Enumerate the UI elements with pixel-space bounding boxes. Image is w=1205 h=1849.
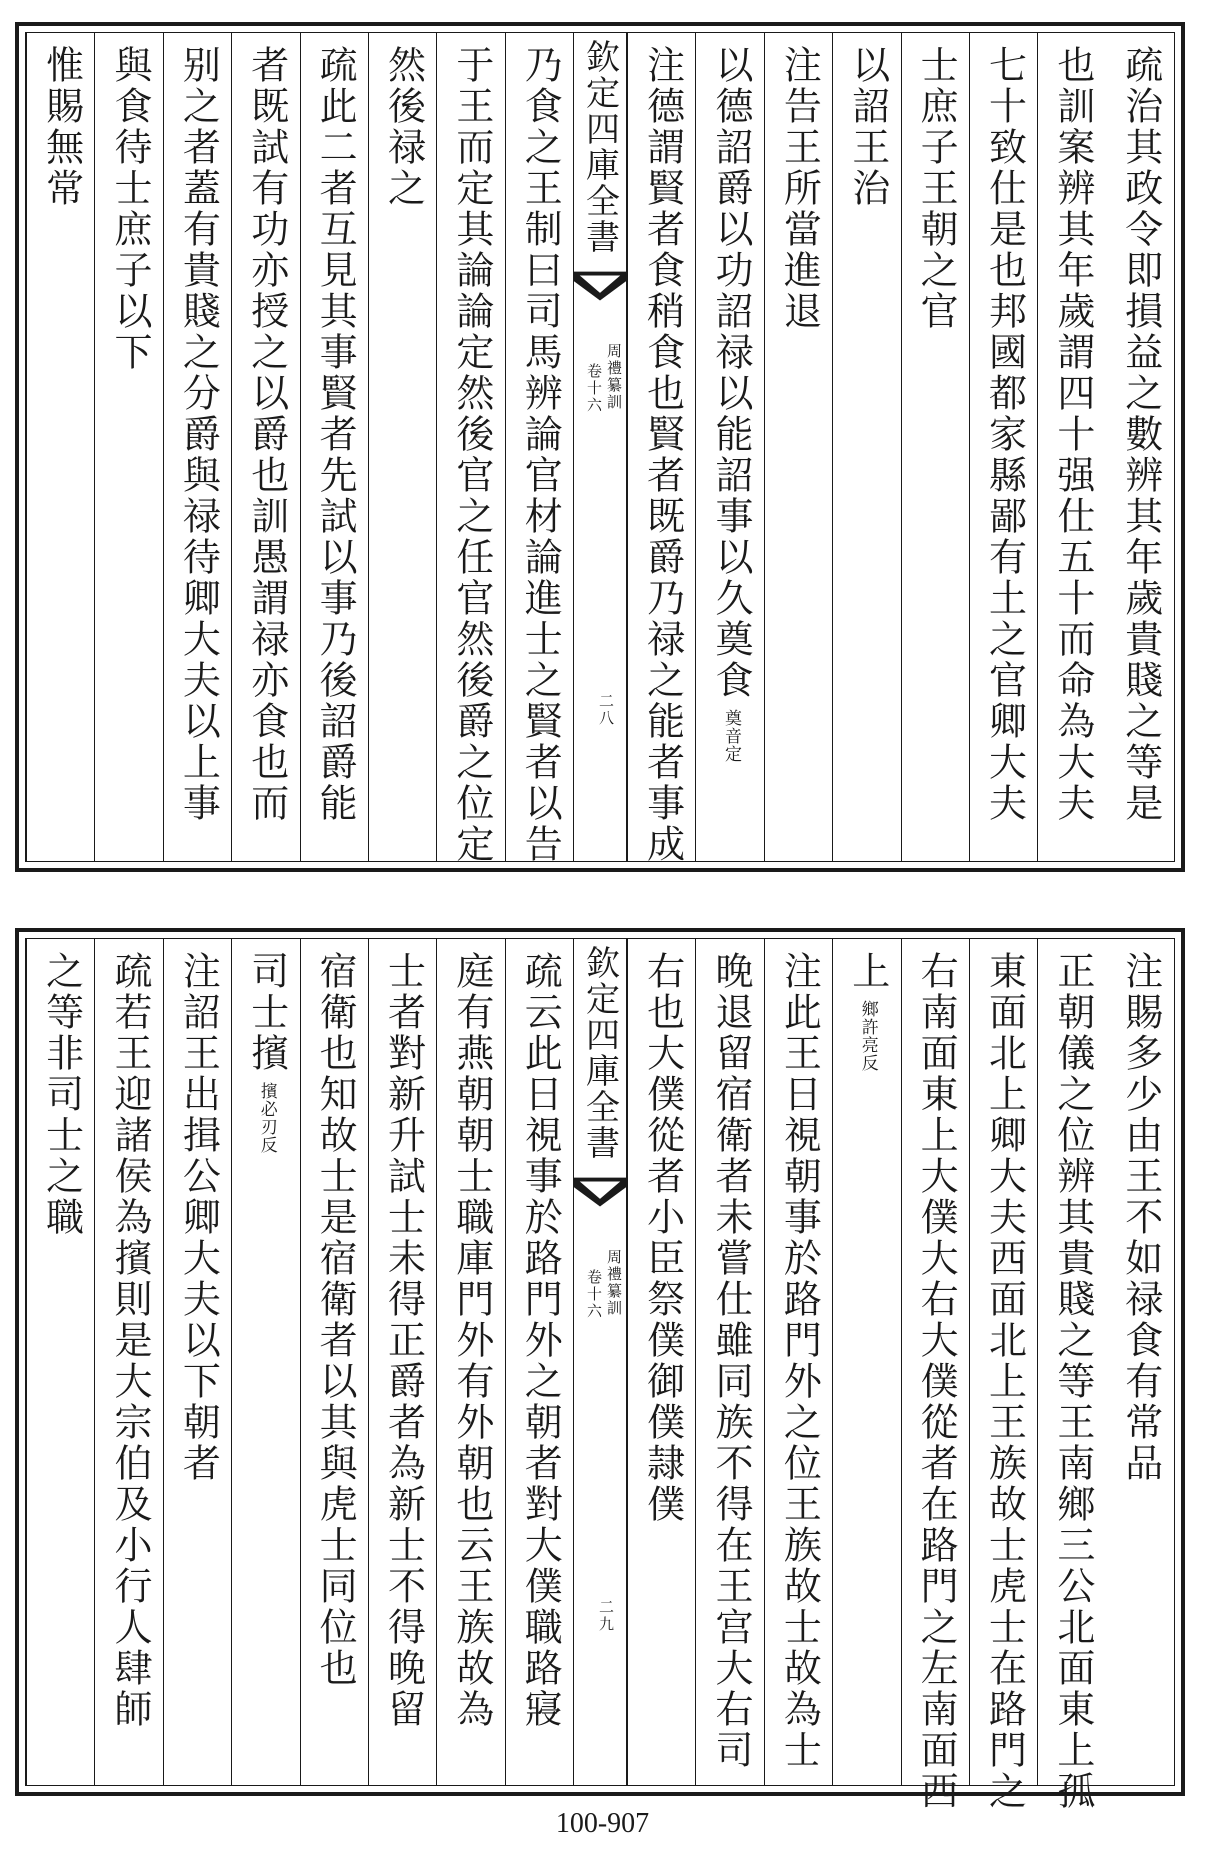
top-column-text: 疏治其政令即損益之數辨其年歲貴賤之等是 — [1118, 45, 1163, 824]
top-text-column — [695, 33, 763, 861]
bottom-text-column — [832, 939, 900, 1785]
top-column-text: 以德詔爵以功詔禄以能詔事以久奠食 — [709, 45, 754, 701]
top-banner-book: 周禮纂訓 — [605, 343, 623, 411]
bottom-column-note: 擯必刃反 — [256, 1082, 277, 1154]
top-text-column — [231, 33, 299, 861]
top-text-column — [764, 33, 832, 861]
top-column-text: 注德謂賢者食稍食也賢者既爵乃禄之能者事成 — [640, 45, 685, 865]
top-page-frame — [25, 32, 1175, 865]
bottom-banner — [573, 939, 627, 1785]
bottom-column-text: 注詔王出揖公卿大夫以下朝者 — [176, 951, 221, 1484]
top-text-column — [901, 33, 969, 861]
bottom-column-text: 注賜多少由王不如禄食有常品 — [1118, 951, 1163, 1484]
bottom-page-frame — [25, 938, 1175, 1812]
bottom-column-text: 東面北上卿大夫西面北上王族故士虎士在路門之 — [982, 951, 1027, 1812]
top-page — [15, 22, 1185, 872]
bottom-column-text: 庭有燕朝朝士職庫門外有外朝也云王族故為 — [449, 951, 494, 1730]
top-text-column — [94, 33, 162, 861]
top-text-column — [969, 33, 1037, 861]
top-column-text: 注告王所當進退 — [777, 45, 822, 332]
top-column-text: 于王而定其論論定然後官之任官然後爵之位定 — [449, 45, 494, 865]
top-column-text: 乃食之王制曰司馬辨論官材論進士之賢者以告 — [518, 45, 563, 865]
top-text-column — [368, 33, 436, 861]
bottom-page — [15, 928, 1185, 1812]
top-text-column — [26, 33, 94, 861]
bottom-column-text: 疏若王迎諸侯為擯則是大宗伯及小行人肆師 — [108, 951, 153, 1730]
top-column-text: 惟賜無常 — [39, 45, 84, 209]
bottom-text-column — [300, 939, 368, 1785]
top-text-column — [163, 33, 231, 861]
top-banner-folio: 二八 — [597, 693, 615, 727]
bottom-text-column — [26, 939, 94, 1785]
bottom-text-column — [368, 939, 436, 1785]
bottom-text-column — [94, 939, 162, 1785]
top-banner-title: 欽定四庫全書 — [579, 39, 620, 255]
top-column-text: 也訓案辨其年歲謂四十强仕五十而命為大夫 — [1050, 45, 1095, 824]
bottom-text-column — [695, 939, 763, 1785]
bottom-column-text: 正朝儀之位辨其貴賤之等王南鄉三公北面東上孤 — [1050, 951, 1095, 1812]
page-number-footer: 100-907 — [555, 1808, 650, 1839]
top-column-text: 七十致仕是也邦國都家縣鄙有土之官卿大夫 — [982, 45, 1027, 824]
bottom-column-text: 注此王日視朝事於路門外之位王族故士故為士 — [777, 951, 822, 1771]
bottom-column-text: 上 — [845, 951, 890, 992]
bottom-column-text: 右南面東上大僕大右大僕從者在路門之左南面西 — [914, 951, 959, 1812]
bottom-column-note: 鄉許亮反 — [857, 1000, 878, 1072]
bottom-column-text: 晚退留宿衛者未嘗仕雖同族不得在王宫大右司 — [709, 951, 754, 1771]
top-fishtail-mark — [574, 271, 626, 305]
bottom-text-column — [1106, 939, 1174, 1785]
bottom-text-column — [627, 939, 695, 1785]
top-text-column — [832, 33, 900, 861]
top-text-column — [505, 33, 573, 865]
bottom-column-text: 之等非司士之職 — [39, 951, 84, 1238]
bottom-fishtail-mark — [574, 1177, 626, 1211]
bottom-banner-folio: 二九 — [597, 1599, 615, 1633]
top-column-text: 以詔王治 — [845, 45, 890, 209]
bottom-text-column — [901, 939, 969, 1812]
bottom-column-text: 疏云此日視事於路門外之朝者對大僕職路寢 — [518, 951, 563, 1730]
top-text-column — [1106, 33, 1174, 861]
bottom-column-text: 士者對新升試士未得正爵者為新士不得晚留 — [381, 951, 426, 1730]
top-text-column — [627, 33, 695, 865]
top-column-text: 然後禄之 — [381, 45, 426, 209]
top-column-text: 士庶子王朝之官 — [914, 45, 959, 332]
top-column-text: 别之者蓋有貴賤之分爵與禄待卿大夫以上事 — [176, 45, 221, 824]
bottom-text-column — [163, 939, 231, 1785]
bottom-banner-volume: 卷十六 — [585, 1269, 603, 1320]
top-banner — [573, 33, 627, 861]
bottom-text-column — [1037, 939, 1105, 1812]
bottom-text-column — [231, 939, 299, 1785]
bottom-text-column — [505, 939, 573, 1785]
top-banner-volume: 卷十六 — [585, 363, 603, 414]
top-text-column — [300, 33, 368, 861]
top-text-column — [1037, 33, 1105, 861]
top-column-text: 與食待士庶子以下 — [108, 45, 153, 373]
bottom-column-text: 右也大僕從者小臣祭僕御僕隷僕 — [640, 951, 685, 1525]
top-text-column — [436, 33, 504, 865]
bottom-column-text: 司士擯 — [244, 951, 289, 1074]
top-column-note: 奠音定 — [720, 709, 741, 763]
top-column-text: 者既試有功亦授之以爵也訓愚謂禄亦食也而 — [244, 45, 289, 824]
bottom-text-column — [436, 939, 504, 1785]
top-column-text: 疏此二者互見其事賢者先試以事乃後詔爵能 — [313, 45, 358, 824]
bottom-banner-book: 周禮纂訓 — [605, 1249, 623, 1317]
bottom-column-text: 宿衛也知故士是宿衛者以其與虎士同位也 — [313, 951, 358, 1689]
bottom-text-column — [969, 939, 1037, 1812]
bottom-text-column — [764, 939, 832, 1785]
bottom-banner-title: 欽定四庫全書 — [579, 945, 620, 1161]
